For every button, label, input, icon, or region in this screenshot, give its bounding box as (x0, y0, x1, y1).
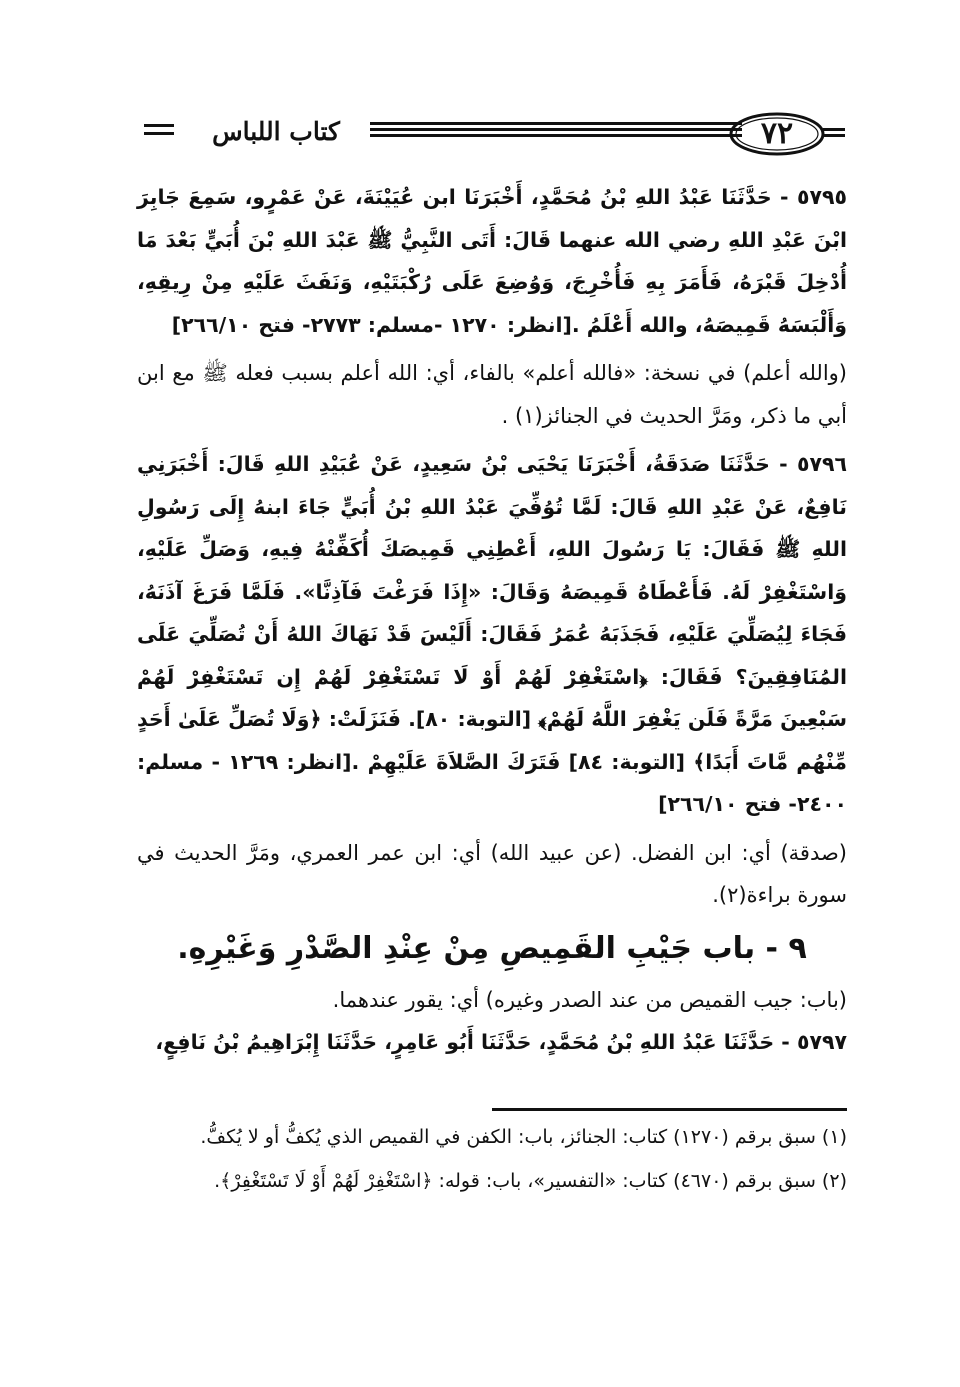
chapter-heading: ٩ - باب جَيْبِ القَمِيصِ مِنْ عِنْدِ الصَّدْرِ وَغَيْرِهِ. (177, 930, 807, 966)
hadith-5796: ٥٧٩٦ - حَدَّثَنَا صَدَقَةُ، أَخْبَرَنَا يَحْيَى بْنُ سَعِيدٍ، عَنْ عُبَيْدِ اللهِ قَالَ: أَخْبَرَنِي نَافِعٌ، عَنْ عَبْدِ اللهِ قَالَ: لَمَّا تُوُفِّيَ عَبْدُ اللهِ بْنُ أُبَيٍّ جَاءَ ابنهُ إِلَى رَسُولِ اللهِ ﷺ فَقَالَ: يَا رَسُولَ اللهِ، أَعْطِنِي قَمِيصَكَ أُكَفِّنْهُ فِيهِ، وَصَلِّ عَلَيْهِ، وَاسْتَغْفِرْ لَهُ. فَأَعْطَاهُ قَمِيصَهُ وَقَالَ: «إِذَا فَرَغْتَ فَآذِنَّا». فَلَمَّا فَرَغَ آذَنَهُ، فَجَاءَ لِيُصَلِّيَ عَلَيْهِ، فَجَذَبَهُ عُمَرُ فَقَالَ: أَلَيْسَ قَدْ نَهَاكَ اللهُ أَنْ تُصَلِّيَ عَلَى المُنَافِقِينَ؟ فَقَالَ: ﴿اسْتَغْفِرْ لَهُمْ أَوْ لَا تَسْتَغْفِرْ لَهُمْ إِن تَسْتَغْفِرْ لَهُمْ سَبْعِينَ مَرَّةً فَلَن يَغْفِرَ اللَّهُ لَهُمْ﴾ [التوبة: ٨٠]. فَنَزَلَتْ: ﴿وَلَا تُصَلِّ عَلَىٰ أَحَدٍ مِّنْهُم مَّاتَ أَبَدًا﴾ [التوبة: ٨٤] فَتَرَكَ الصَّلاَةَ عَلَيْهِمْ .[انظر: ١٢٦٩ - مسلم: ٢٤٠٠- فتح ٢٦٦/١٠] (137, 452, 847, 816)
footnote-divider (492, 1108, 847, 1111)
hadith-5795: ٥٧٩٥ - حَدَّثَنَا عَبْدُ اللهِ بْنُ مُحَمَّدٍ، أَخْبَرَنَا ابن عُيَيْنَةَ، عَنْ عَمْرٍو، سَمِعَ جَابِرَ ابْنَ عَبْدِ اللهِ رضي الله عنهما قَالَ: أَتَى النَّبِيُّ ﷺ عَبْدَ اللهِ بْنَ أُبَيٍّ بَعْدَ مَا أُدْخِلَ قَبْرَهُ، فَأَمَرَ بِهِ فَأُخْرِجَ، وَوُضِعَ عَلَى رُكْبَتَيْهِ، وَنَفَثَ عَلَيْهِ مِنْ رِيقِهِ، وَأَلْبَسَهُ قَمِيصَهُ، والله أَعْلَمُ .[انظر: ١٢٧٠ -مسلم: ٢٧٧٣- فتح ٢٦٦/١٠] (137, 185, 847, 337)
main-text (137, 176, 847, 1064)
page-number: ٧٢ (760, 116, 794, 151)
hadith-5797: ٥٧٩٧ - حَدَّثَنَا عَبْدُ اللهِ بْنُ مُحَمَّدٍ، حَدَّثَنَا أَبُو عَامِرٍ، حَدَّثَنَا إِبْرَاهِيمُ بْنُ نَافِعٍ، (155, 1030, 847, 1054)
footnote-2: (٢) سبق برقم (٤٦٧٠) كتاب: «التفسير»، باب: قوله: ﴿اسْتَغْفِرْ لَهُمْ أَوْ لَا تَسْتَغْفِرْ﴾. (214, 1170, 847, 1192)
commentary-paragraph: (صدقة) أي: ابن الفضل. (عن عبيد الله) أي: ابن عمر العمري، ومَرَّ الحديث في سورة براءة(٢). (137, 840, 847, 907)
commentary-paragraph: (باب: جيب القميص من عند الصدر وغيره) أي: يقور عندهما. (332, 987, 847, 1012)
footnotes (137, 1120, 847, 1208)
commentary-paragraph: (والله أعلم) في نسخة: «فالله أعلم» بالفاء، أي: الله أعلم بسبب فعله ﷺ مع ابن أبي ما ذكر، ومَرَّ الحديث في الجنائز(١) . (137, 361, 847, 428)
book-title: كتاب اللباس (212, 117, 340, 146)
footnote-1: (١) سبق برقم (١٢٧٠) كتاب: الجنائز، باب: الكفن في القميص الذي يُكفُّ أو لا يُكفُّ. (200, 1126, 847, 1148)
